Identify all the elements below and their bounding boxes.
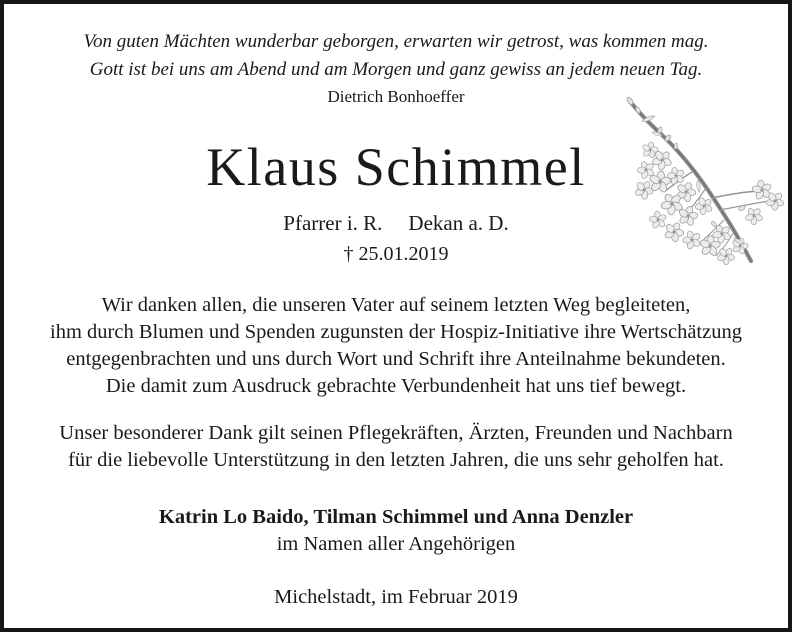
- on-behalf-line: im Namen aller Angehörigen: [276, 533, 516, 555]
- special-thanks-paragraph: [4, 420, 788, 474]
- thanks-paragraph: [4, 292, 788, 400]
- deceased-roles: [4, 210, 788, 236]
- special-thanks-line-2: für die liebevolle Unterstützung in den letzten Jahren, die uns sehr geholfen hat.: [68, 449, 724, 471]
- quote-line-1: Von guten Mächten wunderbar geborgen, erwarten wir getrost, was kommen mag.: [83, 31, 709, 52]
- death-date: † 25.01.2019: [343, 243, 449, 265]
- deceased-name: Klaus Schimmel: [206, 137, 586, 197]
- quote-line-2: Gott ist bei uns am Abend und am Morgen und ganz gewiss an jedem neuen Tag.: [89, 59, 703, 80]
- thanks-line-4: Die damit zum Ausdruck gebrachte Verbundenheit hat uns tief bewegt.: [105, 375, 687, 397]
- quote-attribution: Dietrich Bonhoeffer: [327, 87, 465, 106]
- thanks-line-1: Wir danken allen, die unseren Vater auf seinem letzten Weg begleiteten,: [101, 294, 691, 316]
- mourners-names: Katrin Lo Baido, Tilman Schimmel und Anna Denzler: [158, 506, 634, 528]
- opening-quote: [4, 28, 788, 84]
- role-dekan: Dekan a. D.: [408, 211, 509, 235]
- special-thanks-line-1: Unser besonderer Dank gilt seinen Pflegekräften, Ärzten, Freunden und Nachbarn: [59, 422, 733, 444]
- thanks-line-3: entgegenbrachten und uns durch Wort und Schrift ihre Anteilnahme bekundeten.: [66, 348, 726, 370]
- place-and-date: Michelstadt, im Februar 2019: [274, 586, 518, 608]
- thanks-line-2: ihm durch Blumen und Spenden zugunsten der Hospiz-Initiative ihre Wertschätzung: [50, 321, 742, 343]
- role-pfarrer: Pfarrer i. R.: [283, 211, 383, 235]
